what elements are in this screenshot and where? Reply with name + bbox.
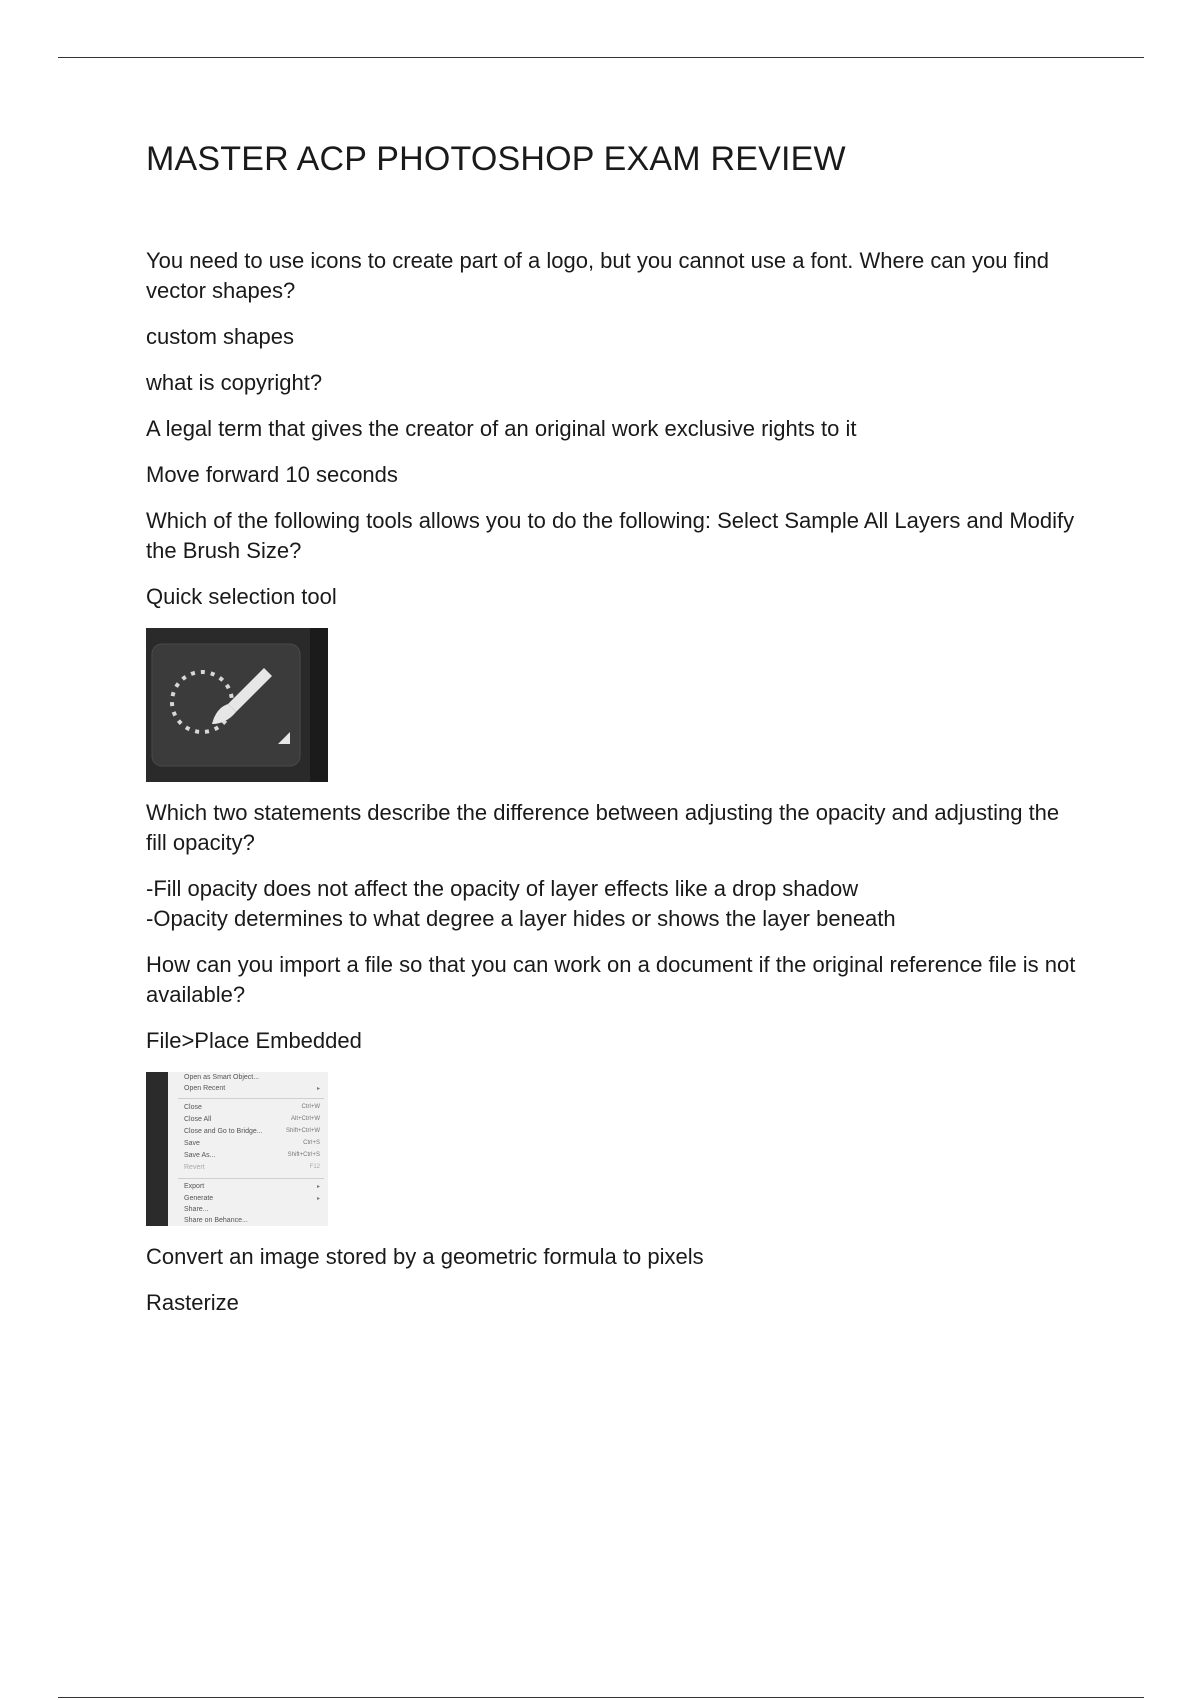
question-rasterize: Convert an image stored by a geometric formula to pixels: [146, 1244, 704, 1269]
menu-separator: [178, 1178, 324, 1179]
menu-item: Save As...: [184, 1152, 216, 1159]
menu-item: Share...: [184, 1206, 209, 1213]
answer-opacity-line-2: -Opacity determines to what degree a layer hides or shows the layer beneath: [146, 906, 896, 931]
quick-selection-brush-icon: [146, 628, 328, 782]
answer-place-embedded: File>Place Embedded: [146, 1028, 362, 1053]
document-body: [146, 140, 1076, 1334]
menu-shortcut: Alt+Ctrl+W: [290, 1116, 320, 1122]
menu-item: Generate: [184, 1195, 214, 1202]
menu-item: Close: [184, 1104, 202, 1111]
answer-copyright: A legal term that gives the creator of an original work exclusive rights to it: [146, 416, 857, 441]
answer-opacity: [146, 874, 1076, 934]
question-copyright: what is copyright?: [146, 370, 323, 395]
menu-shortcut: ▸: [316, 1184, 320, 1190]
menu-shortcut: Shift+Ctrl+W: [285, 1128, 320, 1134]
menu-item: Open Recent: [184, 1085, 226, 1092]
answer-rasterize: Rasterize: [146, 1290, 239, 1315]
menu-shortcut: ▸: [316, 1196, 320, 1202]
menu-item: Revert: [184, 1164, 205, 1171]
tools-strip: [146, 1072, 168, 1226]
menu-item: Close and Go to Bridge...: [184, 1128, 263, 1135]
menu-item: Export: [184, 1183, 205, 1190]
menu-item: Close All: [184, 1116, 212, 1123]
page-title: MASTER ACP PHOTOSHOP EXAM REVIEW: [146, 140, 846, 178]
answer-custom-shapes: custom shapes: [146, 324, 294, 349]
menu-shortcut: Ctrl+S: [303, 1140, 320, 1146]
bottom-rule: [58, 1697, 1144, 1698]
question-opacity: Which two statements describe the difference between adjusting the opacity and adjusting the fill opacity?: [146, 800, 1060, 855]
question-tool: Which of the following tools allows you to do the following: Select Sample All Layers and Modify the Brush Size?: [146, 508, 1075, 563]
menu-item: Open as Smart Object...: [184, 1074, 260, 1081]
answer-quick-selection: Quick selection tool: [146, 584, 337, 609]
top-rule: [58, 57, 1144, 58]
menu-item: Share on Behance...: [184, 1217, 248, 1224]
menu-shortcut: Ctrl+W: [301, 1104, 320, 1110]
question-vector-shapes: You need to use icons to create part of a logo, but you cannot use a font. Where can you find vector shapes?: [146, 248, 1050, 303]
menu-shortcut: ▸: [316, 1086, 320, 1092]
menu-shortcut: F12: [309, 1164, 320, 1170]
question-import-file: How can you import a file so that you can work on a document if the original reference file is not available?: [146, 952, 1076, 1007]
quick-selection-tool-image: [146, 628, 328, 782]
note-move-forward: Move forward 10 seconds: [146, 462, 398, 487]
menu-item: Save: [184, 1140, 200, 1147]
menu-shortcut: Shift+Ctrl+S: [287, 1152, 320, 1158]
file-menu-image: [146, 1072, 328, 1226]
menu-separator: [178, 1098, 324, 1099]
answer-opacity-line-1: -Fill opacity does not affect the opacity of layer effects like a drop shadow: [146, 876, 859, 901]
